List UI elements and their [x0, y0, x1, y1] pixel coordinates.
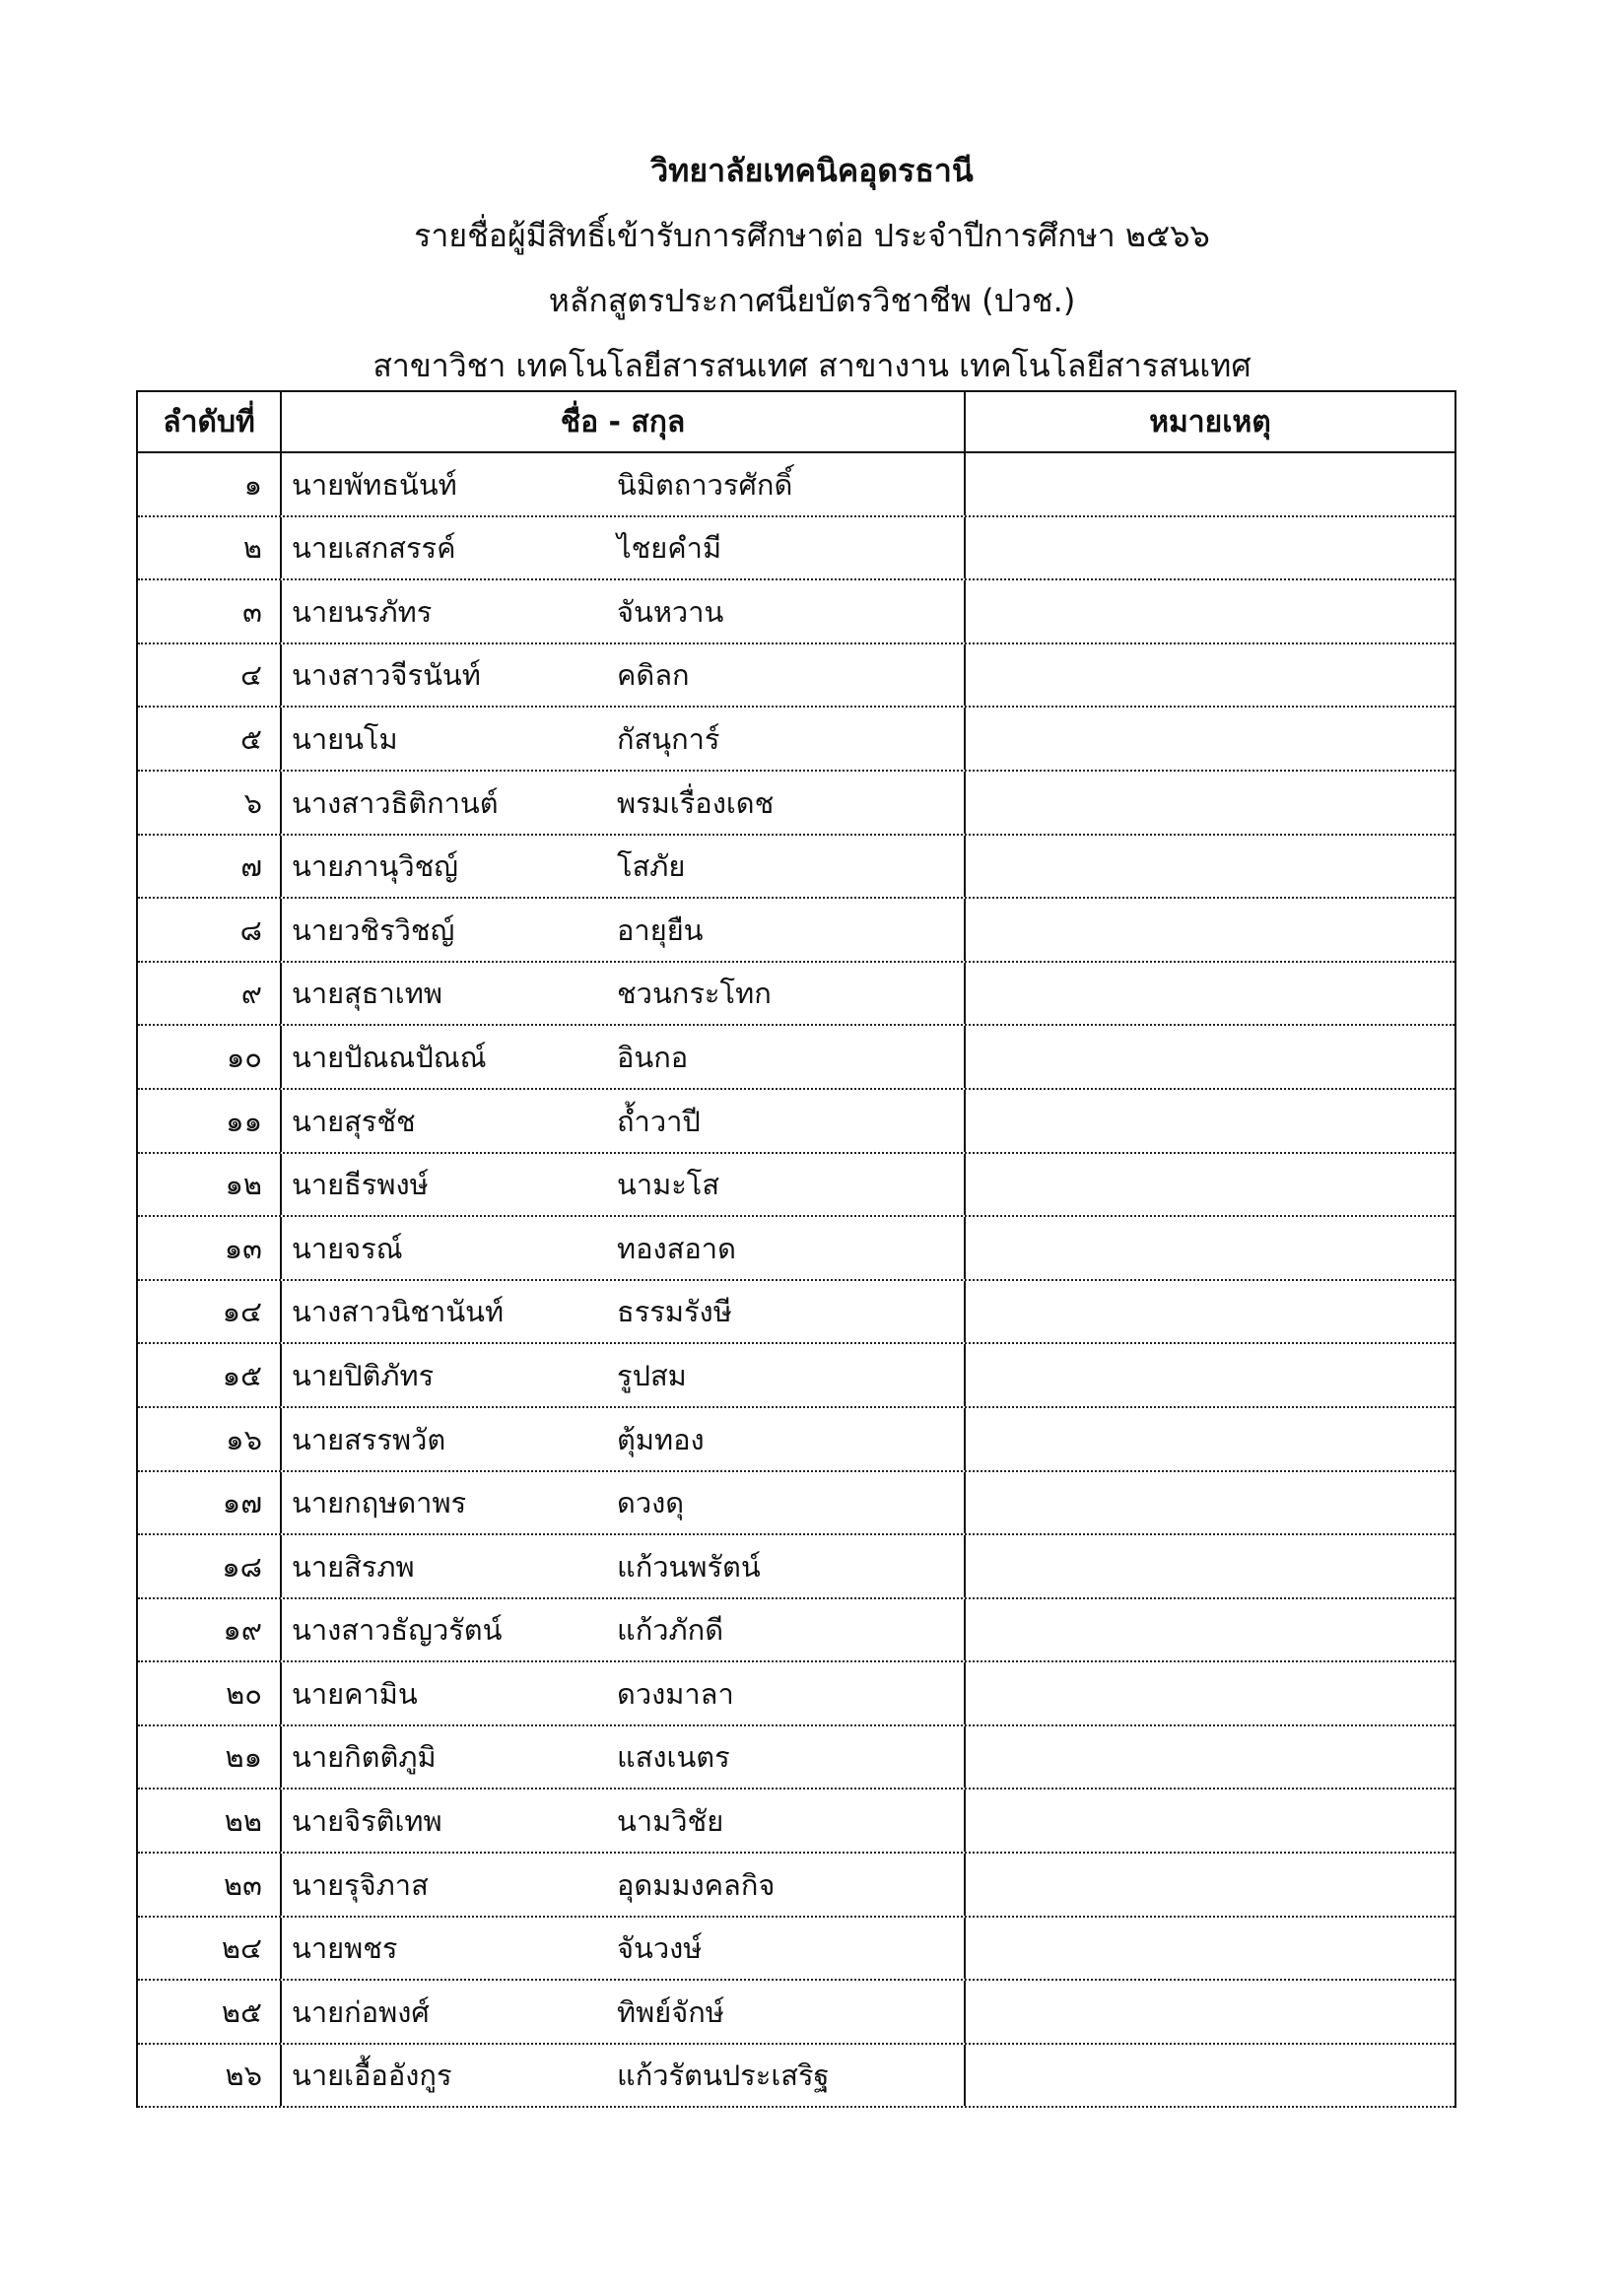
last-name: ดวงดุ: [617, 1486, 685, 1520]
row-name-cell: [282, 453, 966, 515]
row-note: [966, 1662, 1455, 1724]
table-row: [138, 899, 1455, 963]
first-name: นายรุจิภาส: [292, 1867, 429, 1902]
column-header-name: ชื่อ - สกุล: [282, 392, 966, 451]
row-name-cell: [282, 836, 966, 898]
row-note: [966, 1154, 1455, 1216]
last-name: อุดมมงคลกิจ: [617, 1867, 776, 1902]
last-name: แก้วนพรัตน์: [617, 1549, 761, 1584]
first-name: นายปัณณปัณณ์: [292, 1040, 487, 1074]
table-row: [138, 1790, 1455, 1854]
student-list-table: [136, 390, 1456, 2108]
row-name-cell: [282, 1154, 966, 1216]
row-name-cell: [282, 644, 966, 707]
document-header: [0, 138, 1624, 398]
row-name-cell: [282, 1090, 966, 1152]
row-note: [966, 1790, 1455, 1852]
table-row: [138, 1472, 1455, 1536]
table-row: [138, 453, 1455, 517]
row-name-cell: [282, 1981, 966, 2043]
table-header-row: [138, 390, 1455, 453]
program-title: หลักสูตรประกาศนียบัตรวิชาชีพ (ปวช.): [548, 282, 1076, 319]
row-name-cell: [282, 1472, 966, 1534]
row-note: [966, 708, 1455, 770]
row-note: [966, 899, 1455, 961]
row-number: ๑๘: [138, 1535, 282, 1597]
last-name: โสภัย: [617, 849, 686, 884]
table-row: [138, 1854, 1455, 1918]
first-name: นายนรภัทร: [292, 594, 433, 629]
row-number: ๑๖: [138, 1408, 282, 1470]
first-name: นายคามิน: [292, 1676, 418, 1711]
first-name: นายจรณ์: [292, 1231, 403, 1265]
column-header-note: หมายเหตุ: [1149, 404, 1271, 439]
last-name: ดวงมาลา: [617, 1676, 734, 1711]
row-name-cell: [282, 1344, 966, 1406]
row-name-cell: [282, 1918, 966, 1980]
table-row: [138, 1981, 1455, 2045]
last-name: นามวิชัย: [617, 1804, 724, 1839]
row-name-cell: [282, 580, 966, 642]
first-name: นางสาวจีรนันท์: [292, 658, 481, 693]
row-name-cell: [282, 1535, 966, 1597]
last-name: พรมเรื่องเดช: [617, 785, 775, 820]
first-name: นายพัทธนันท์: [292, 467, 457, 502]
row-name-cell: [282, 2045, 966, 2107]
row-number: ๒: [138, 517, 282, 579]
row-number: ๑๔: [138, 1281, 282, 1343]
row-note: [966, 453, 1455, 515]
row-number: ๑๒: [138, 1154, 282, 1216]
row-number: ๗: [138, 836, 282, 898]
row-number: ๑๐: [138, 1026, 282, 1088]
row-number: ๒๖: [138, 2045, 282, 2107]
institution-title: วิทยาลัยเทคนิคอุดรธานี: [650, 152, 974, 189]
table-row: [138, 1662, 1455, 1726]
row-number: ๒๔: [138, 1918, 282, 1980]
table-row: [138, 708, 1455, 772]
row-name-cell: [282, 517, 966, 579]
last-name: ทิพย์จักษ์: [617, 1994, 724, 2029]
row-name-cell: [282, 1726, 966, 1789]
row-name-cell: [282, 1281, 966, 1343]
row-number: ๓: [138, 580, 282, 642]
row-number: ๒๑: [138, 1726, 282, 1789]
row-note: [966, 1726, 1455, 1789]
row-note: [966, 580, 1455, 642]
row-name-cell: [282, 899, 966, 961]
row-number: ๘: [138, 899, 282, 961]
last-name: กัสนุการ์: [617, 721, 720, 756]
first-name: นายกฤษดาพร: [292, 1486, 467, 1520]
row-name-cell: [282, 1026, 966, 1088]
first-name: นายสุรชัช: [292, 1104, 416, 1138]
first-name: นายสุธาเทพ: [292, 977, 442, 1011]
row-note: [966, 1599, 1455, 1661]
row-number: ๑๑: [138, 1090, 282, 1152]
row-number: ๖: [138, 772, 282, 834]
first-name: นายก่อพงศ์: [292, 1994, 430, 2029]
table-row: [138, 1344, 1455, 1408]
row-note: [966, 2045, 1455, 2107]
table-body: [138, 453, 1455, 2108]
row-number: ๒๓: [138, 1854, 282, 1916]
first-name: นายภานุวิชญ์: [292, 849, 459, 884]
table-row: [138, 1408, 1455, 1472]
row-number: ๕: [138, 708, 282, 770]
row-note: [966, 836, 1455, 898]
table-row: [138, 963, 1455, 1027]
first-name: นายพชร: [292, 1931, 398, 1966]
row-note: [966, 1854, 1455, 1916]
row-note: [966, 1981, 1455, 2043]
row-number: ๔: [138, 644, 282, 707]
table-row: [138, 1918, 1455, 1982]
row-note: [966, 1281, 1455, 1343]
table-row: [138, 644, 1455, 709]
row-number: ๙: [138, 963, 282, 1025]
last-name: ไชยคำมี: [617, 531, 722, 566]
last-name: ถ้ำวาปี: [617, 1104, 701, 1138]
first-name: นางสาวธิติกานต์: [292, 785, 499, 820]
first-name: นางสาวธัญวรัตน์: [292, 1613, 503, 1648]
row-note: [966, 1026, 1455, 1088]
row-note: [966, 644, 1455, 707]
table-row: [138, 1026, 1455, 1090]
table-row: [138, 1090, 1455, 1154]
row-number: ๑๕: [138, 1344, 282, 1406]
row-note: [966, 1217, 1455, 1279]
major-title: สาขาวิชา เทคโนโลยีสารสนเทศ สาขางาน เทคโนโลยีสารสนเทศ: [372, 347, 1252, 384]
last-name: อายุยืน: [617, 912, 704, 947]
row-number: ๑๙: [138, 1599, 282, 1661]
row-name-cell: [282, 772, 966, 834]
row-name-cell: [282, 1662, 966, 1724]
first-name: นางสาวนิชานันท์: [292, 1295, 505, 1329]
row-number: ๑: [138, 453, 282, 515]
last-name: จันวงษ์: [617, 1931, 703, 1966]
first-name: นายจิรติเทพ: [292, 1804, 442, 1839]
first-name: นายกิตติภูมิ: [292, 1740, 437, 1775]
row-name-cell: [282, 708, 966, 770]
table-row: [138, 1217, 1455, 1281]
first-name: นายเสกสรรค์: [292, 531, 456, 566]
row-note: [966, 1472, 1455, 1534]
column-header-no: ลำดับที่: [138, 392, 282, 451]
table-row: [138, 2045, 1455, 2109]
row-note: [966, 1918, 1455, 1980]
row-name-cell: [282, 1408, 966, 1470]
last-name: ทองสอาด: [617, 1231, 736, 1265]
last-name: ชวนกระโทก: [617, 977, 772, 1011]
row-number: ๑๗: [138, 1472, 282, 1534]
first-name: นายวชิรวิชญ์: [292, 912, 455, 947]
table-row: [138, 836, 1455, 900]
last-name: ธรรมรังษี: [617, 1295, 732, 1329]
table-row: [138, 1726, 1455, 1790]
table-row: [138, 1599, 1455, 1663]
row-note: [966, 1408, 1455, 1470]
last-name: อินกอ: [617, 1040, 689, 1074]
last-name: นิมิตถาวรศักดิ์: [617, 467, 793, 502]
row-note: [966, 963, 1455, 1025]
table-row: [138, 580, 1455, 644]
row-note: [966, 517, 1455, 579]
last-name: คดิลก: [617, 658, 690, 693]
row-name-cell: [282, 1217, 966, 1279]
row-name-cell: [282, 1854, 966, 1916]
first-name: นายสรรพวัต: [292, 1422, 446, 1456]
last-name: ตุ้มทอง: [617, 1422, 705, 1456]
last-name: จันหวาน: [617, 594, 724, 629]
last-name: แก้วภักดี: [617, 1613, 724, 1648]
row-name-cell: [282, 1599, 966, 1661]
last-name: รูปสม: [617, 1358, 687, 1392]
first-name: นายสิรภพ: [292, 1549, 415, 1584]
table-row: [138, 1535, 1455, 1599]
row-note: [966, 1344, 1455, 1406]
first-name: นายปิติภัทร: [292, 1358, 435, 1392]
row-note: [966, 1090, 1455, 1152]
table-row: [138, 517, 1455, 581]
last-name: แก้วรัตนประเสริฐ: [617, 2059, 830, 2093]
first-name: นายธีรพงษ์: [292, 1168, 429, 1202]
document-subtitle: รายชื่อผู้มีสิทธิ์เข้ารับการศึกษาต่อ ประจำปีการศึกษา ๒๕๖๖: [414, 217, 1210, 254]
row-name-cell: [282, 1790, 966, 1852]
last-name: แสงเนตร: [617, 1740, 730, 1775]
table-row: [138, 1281, 1455, 1345]
row-number: ๒๒: [138, 1790, 282, 1852]
row-number: ๒๕: [138, 1981, 282, 2043]
row-note: [966, 1535, 1455, 1597]
row-note: [966, 772, 1455, 834]
row-number: ๑๓: [138, 1217, 282, 1279]
row-name-cell: [282, 963, 966, 1025]
first-name: นายเอื้ออังกูร: [292, 2059, 452, 2093]
first-name: นายนโม: [292, 721, 398, 756]
table-row: [138, 772, 1455, 836]
last-name: นามะโส: [617, 1168, 720, 1202]
table-row: [138, 1154, 1455, 1218]
row-number: ๒๐: [138, 1662, 282, 1724]
